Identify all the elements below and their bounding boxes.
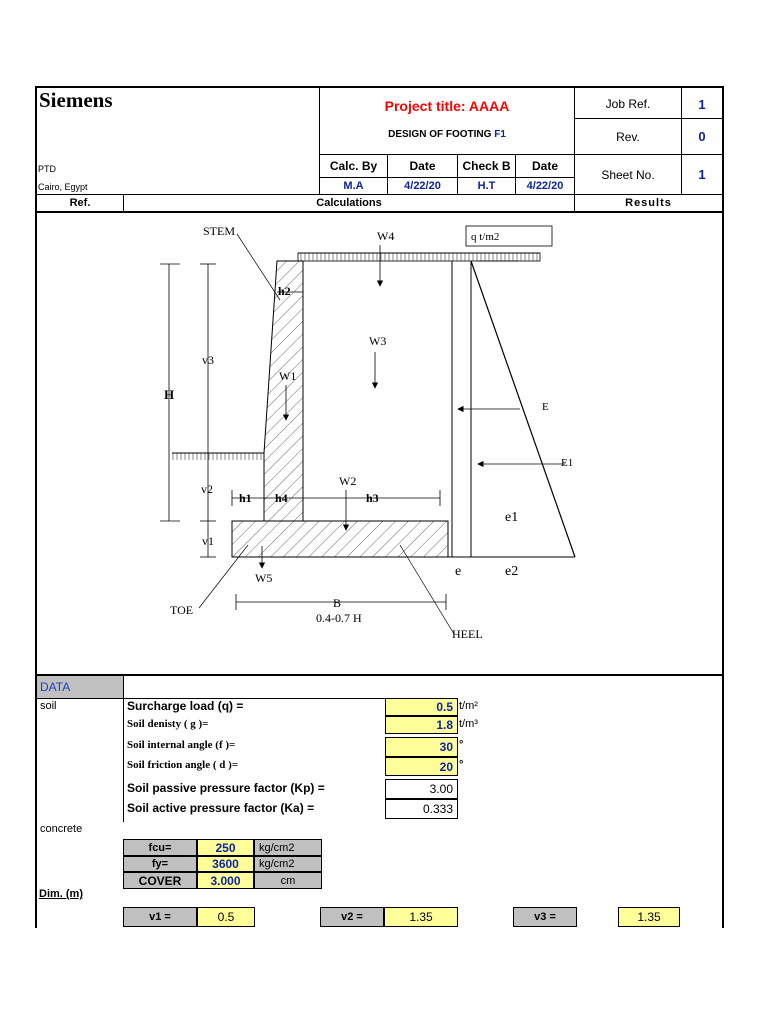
ref-column-header: Ref. xyxy=(69,197,91,209)
v1-input[interactable]: 0.5 xyxy=(197,907,255,927)
design-title: DESIGN OF FOOTING xyxy=(388,128,492,140)
diagram-frame xyxy=(150,222,585,654)
surcharge-unit: t/m² xyxy=(459,700,478,712)
label-e1-big: E1 xyxy=(561,457,574,469)
results-column-header: Results xyxy=(625,197,672,209)
check-by-label: Check B xyxy=(462,159,511,173)
date-label-1: Date xyxy=(409,159,436,173)
label-q: q t/m2 xyxy=(471,231,500,243)
label-h3: h3 xyxy=(366,491,379,505)
job-ref-value: 1 xyxy=(698,96,706,112)
label-e-big: E xyxy=(542,401,549,413)
soil-density-input[interactable]: 1.8 xyxy=(385,716,458,734)
date-value-2: 4/22/20 xyxy=(526,180,564,192)
label-e2: e2 xyxy=(505,564,519,579)
label-e1: e1 xyxy=(505,510,519,525)
v3-input[interactable]: 1.35 xyxy=(618,907,680,927)
check-by-value: H.T xyxy=(477,180,496,192)
location: Cairo, Egypt xyxy=(38,182,88,192)
label-v3: v3 xyxy=(202,353,214,367)
surcharge-input[interactable]: 0.5 xyxy=(385,698,458,716)
fy-label: fy= xyxy=(123,856,197,872)
label-h4: h4 xyxy=(275,491,288,505)
cover-label: COVER xyxy=(123,872,197,889)
v3-label: v3 = xyxy=(513,907,577,927)
label-b-range: 0.4-0.7 H xyxy=(316,611,362,625)
label-heel: HEEL xyxy=(452,627,483,641)
soil-density-unit: t/m³ xyxy=(459,718,478,730)
label-h1: h1 xyxy=(239,491,252,505)
label-w2: W2 xyxy=(339,474,357,488)
surcharge-label: Surcharge load (q) = xyxy=(127,699,244,713)
fcu-input[interactable]: 250 xyxy=(197,839,254,856)
cover-input[interactable]: 3.000 xyxy=(197,872,254,889)
date-label-2: Date xyxy=(531,159,558,173)
v1-label: v1 = xyxy=(123,907,197,927)
calculations-column-header: Calculations xyxy=(316,197,382,209)
project-title: Project title: AAAA xyxy=(384,98,510,114)
label-w1: W1 xyxy=(279,369,297,383)
surcharge-ground xyxy=(298,253,540,261)
label-w5: W5 xyxy=(255,571,273,585)
sheet-label: Sheet No. xyxy=(601,167,655,182)
label-h2: h2 xyxy=(278,284,291,298)
fy-unit: kg/cm2 xyxy=(254,856,322,872)
base-slab xyxy=(232,521,448,557)
soil-density-label: Soil denisty ( g )= xyxy=(127,718,209,730)
label-v1: v1 xyxy=(202,534,214,548)
label-stem: STEM xyxy=(203,224,236,238)
design-code: F1 xyxy=(494,128,506,140)
label-w4: W4 xyxy=(377,229,395,243)
friction-angle-label: Soil friction angle ( d )= xyxy=(127,759,239,771)
internal-angle-input[interactable]: 30 xyxy=(385,737,458,757)
ka-value: 0.333 xyxy=(385,799,458,819)
job-ref-label: Job Ref. xyxy=(605,97,651,111)
rev-value: 0 xyxy=(698,129,706,144)
department: PTD xyxy=(38,164,56,174)
friction-angle-unit: ° xyxy=(459,759,464,771)
data-title: DATA xyxy=(40,680,71,694)
company-name: Siemens xyxy=(39,88,113,112)
calc-by-label: Calc. By xyxy=(329,159,378,173)
internal-angle-label: Soil internal angle (f )= xyxy=(127,739,236,751)
front-ground xyxy=(172,453,264,460)
friction-angle-input[interactable]: 20 xyxy=(385,757,458,776)
concrete-label: concrete xyxy=(40,823,83,835)
soil-label: soil xyxy=(40,700,57,712)
ka-label: Soil active pressure factor (Ka) = xyxy=(127,801,315,815)
fy-input[interactable]: 3600 xyxy=(197,856,254,872)
v2-input[interactable]: 1.35 xyxy=(384,907,458,927)
label-w3: W3 xyxy=(369,334,387,348)
fcu-label: fcu= xyxy=(123,839,197,856)
sheet-value: 1 xyxy=(698,167,706,182)
internal-angle-unit: ° xyxy=(459,739,464,751)
label-h: H xyxy=(164,387,175,402)
label-e: e xyxy=(455,564,462,579)
v2-label: v2 = xyxy=(320,907,384,927)
label-v2: v2 xyxy=(201,482,213,496)
calc-by-value: M.A xyxy=(343,180,364,192)
date-value-1: 4/22/20 xyxy=(404,180,441,192)
label-toe: TOE xyxy=(170,603,194,617)
kp-label: Soil passive pressure factor (Kp) = xyxy=(127,781,325,795)
cover-unit: cm xyxy=(254,872,322,889)
kp-value: 3.00 xyxy=(385,779,458,799)
label-b: B xyxy=(333,596,342,610)
rev-label: Rev. xyxy=(616,129,640,144)
dim-label: Dim. (m) xyxy=(39,888,83,900)
fcu-unit: kg/cm2 xyxy=(254,839,322,856)
